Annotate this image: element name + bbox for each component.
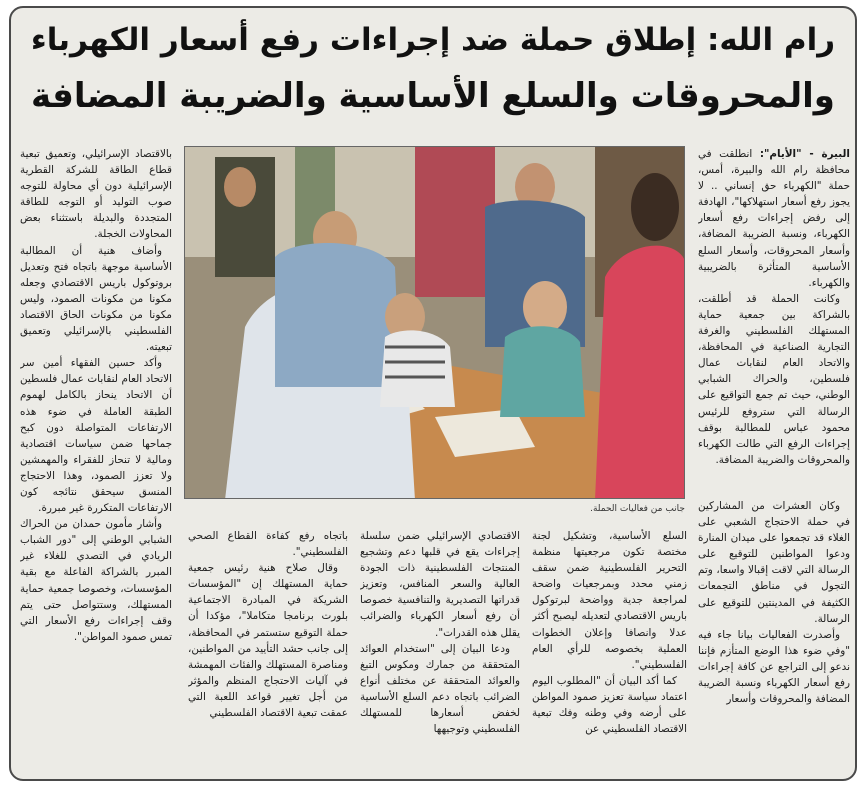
headline-line-2: والمحروقات والسلع الأساسية والضريبة المضافة (31, 76, 835, 116)
paragraph: ودعا البيان إلى "استخدام العوائد المتحققة من جمارك ومكوس التبغ والعوائد المتحققة عن مختلف أنواع الضرائب باتجاه دعم السلع الأساسية لخفض أسعارها للمستهلك الفلسطيني وتوجيهها (360, 642, 520, 736)
column-middle-right (532, 528, 687, 774)
paragraph: وأشار مأمون حمدان من الحراك الشبابي الوطني إلى "دور الشباب الريادي في التصدي للغلاء غير المبرر بالشراكة الفاعلة مع بقية المؤسسات، وخصوصا جمعية حماية المستهلك، وستتواصل حتى يتم وقف إجراءات رفع الأسعار التي تمس صمود المواطن". (20, 518, 172, 643)
paragraph-text: انطلقت في محافظة رام الله والبيرة، أمس، حملة "الكهرباء حق إنساني .. لا يجوز رفع أسعار استهلاكها"، الهادفة إلى رفض إجراءات رفع أسعار الكهرباء، ونسبة الضريبة المضافة، وأسعار المحروقات، وأسعار السلع الأساسية المتأثرة بالضريبية والكهرباء. (698, 148, 850, 289)
article-photo (184, 146, 685, 499)
paragraph: وأصدرت الفعاليات بيانا جاء فيه "وفي ضوء هذا الوضع المتأزم فإننا ندعو إلى التراجع عن كافة إجراءات رفع أسعار الكهرباء ونسبة الضريبة المضافة والمحروقات وأسعار (698, 628, 850, 706)
paragraph: السلع الأساسية، وتشكيل لجنة مختصة تكون مرجعيتها منظمة التحرير الفلسطينية ضمن سقف زمني محدد وبمرجعيات واضحة لمراجعة جدية وواضحة لبرتوكول باريس الاقتصادي لتعديله ليصبح أكثر عدلا وانصافا وإعلان الخطوات العملية بخصوصه للرأي العام الفلسطيني". (532, 530, 687, 671)
photo-caption: جانب من فعاليات الحملة. (590, 504, 685, 514)
paragraph (698, 146, 850, 291)
column-left (20, 146, 172, 774)
paragraph: وكانت الحملة قد أطلقت، بالشراكة بين جمعية حماية المستهلك الفلسطيني والغرفة التجارية الصناعية في المحافظة، والاتحاد العام لنقابات عمال فلسطين، والحراك الشبابي الوطني، حيث تم جمع التواقيع على الرسالة التي ستروفع للرئيس محمود عباس للمطالبة بوقف إجراءات الرفع التي طالت الكهرباء والمحروقات والضريبة المضافة. (698, 292, 850, 466)
column-right-top (698, 146, 850, 498)
headline-line-1: رام الله: إطلاق حملة ضد إجراءات رفع أسعار الكهرباء (30, 22, 836, 58)
paragraph: وأضاف هنية أن المطالبة الأساسية موجهة باتجاه فتح وتعديل بروتوكول باريس الاقتصادي وجعله مكونا من مكونات الصمود، وليس مكونا من مكونات الحاق الاقتصاد الفلسطيني بالإسرائيلي وتعميق تبعيته. (20, 244, 172, 354)
paragraph: وكان العشرات من المشاركين في حملة الاحتجاج الشعبي على الغلاء قد تجمعوا على ميدان المنارة ودعوا المواطنين للتوقيع على الرسالة التي لاقت إقبالا واسعا، وتم التجول في مناطق التجمعات الكثيفة في المدينتين للتوقيع على الرسالة. (698, 500, 850, 625)
paragraph: بالاقتصاد الإسرائيلي، وتعميق تبعية قطاع الطاقة للشركة القطرية الإسرائيلية دون أي محاولة للتوجه صوب التوليد أو التوجه للطاقة المتجددة والبديلة باستثناء بعض المحاولات الخجلة. (20, 148, 172, 241)
paragraph: باتجاه رفع كفاءة القطاع الصحي الفلسطيني". (188, 530, 348, 559)
column-right-bottom (698, 498, 850, 774)
paragraph: وأكد حسين الفقهاء أمين سر الاتحاد العام لنقابات عمال فلسطين أن الاتحاد ينحاز بالكامل لهموم الطبقة العاملة في ضوء هذه الارتفاعات المتواصلة دون كبح جماحها ضمن سياسات اقتصادية ومالية لا تنحاز للفقراء والمهمشين ولا تعزز الصمود، وهذا الاحتجاج المنسق سيحقق نتائجه كون الارتفاعات المتكررة غير مبررة. (20, 357, 172, 515)
column-middle-left (188, 528, 348, 774)
photo-illustration (185, 147, 685, 499)
paragraph: وقال صلاح هنية رئيس جمعية حماية المستهلك إن "المؤسسات الشريكة في المبادرة الاجتماعية بلورت برنامجا متكاملا"، مؤكدا أن حملة التوقيع ستستمر في المحافظة، إلى جانب حشد التأييد من المواطنين، ومناصرة المستهلك والفئات المهمشة في آليات الاحتجاج المنظم والمؤثر من أجل تغيير قواعد اللعبة التي عمقت تبعية الاقتصاد الفلسطيني (188, 562, 348, 720)
paragraph: الاقتصادي الإسرائيلي ضمن سلسلة إجراءات يقع في قلبها دعم وتشجيع المنتجات الفلسطينية ذات الجودة العالية والسعر المنافس، وتعزيز قدراتها التصديرية والتنافسية خصوصا أن رفع أسعار الكهرباء والضرائب يقلل هذه القدرات". (360, 530, 520, 639)
dateline: البيرة - "الأيام": (759, 148, 850, 160)
paragraph: كما أكد البيان أن "المطلوب اليوم اعتماد سياسة تعزيز صمود المواطن على أرضه وفي وطنه وفك تبعية الاقتصاد الفلسطيني عن (532, 674, 687, 736)
newspaper-clipping (9, 6, 857, 781)
column-middle-center (360, 528, 520, 774)
